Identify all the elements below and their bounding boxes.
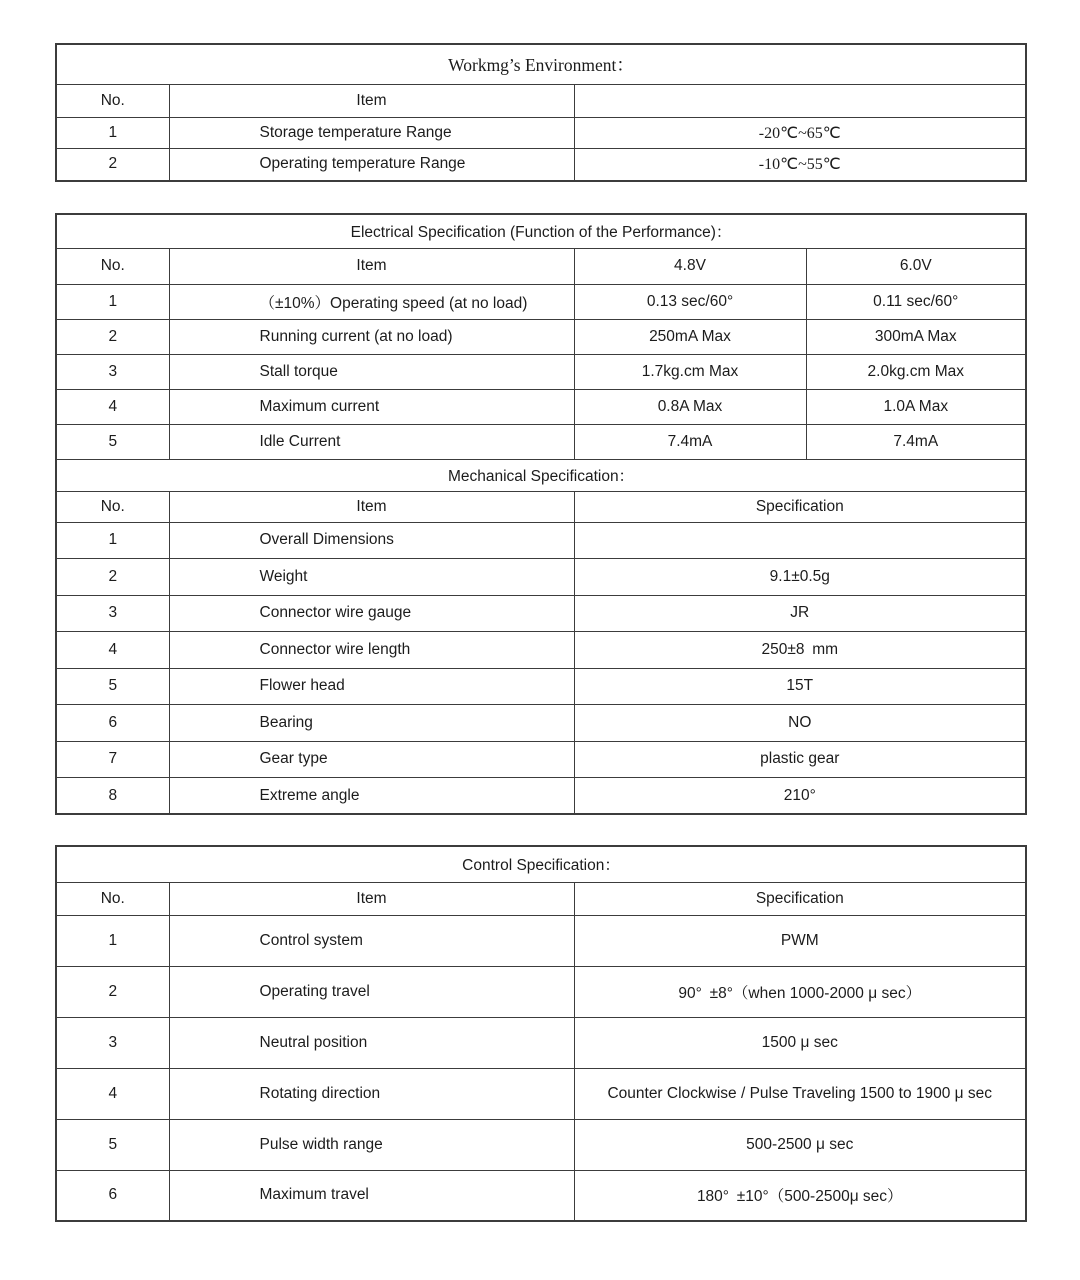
table-row bbox=[56, 1119, 1026, 1170]
no-cell: 2 bbox=[56, 148, 169, 181]
table-row bbox=[56, 522, 1026, 559]
item-cell: Flower head bbox=[169, 668, 574, 705]
table-row bbox=[56, 778, 1026, 815]
no-cell: 3 bbox=[56, 354, 169, 389]
no-cell: 1 bbox=[56, 915, 169, 966]
item-cell: Maximum travel bbox=[169, 1170, 574, 1221]
electrical-mechanical-table bbox=[55, 213, 1027, 815]
spec-cell: 210° bbox=[574, 778, 1026, 815]
spec-cell: 9.1±0.5g bbox=[574, 559, 1026, 596]
spec-cell: 15T bbox=[574, 668, 1026, 705]
item-cell: Control system bbox=[169, 915, 574, 966]
mechanical-specification-title: Mechanical Specification： bbox=[56, 459, 1026, 491]
working-environment-table bbox=[55, 43, 1027, 182]
col-header-60v: 6.0V bbox=[806, 248, 1026, 284]
no-cell: 3 bbox=[56, 1017, 169, 1068]
item-cell: Running current (at no load) bbox=[169, 319, 574, 354]
table-row bbox=[56, 117, 1026, 148]
table-row bbox=[56, 632, 1026, 669]
no-cell: 8 bbox=[56, 778, 169, 815]
table-row bbox=[56, 915, 1026, 966]
col-header-no: No. bbox=[56, 491, 169, 522]
table-row bbox=[56, 668, 1026, 705]
control-specification-table bbox=[55, 845, 1027, 1222]
value-48v-cell: 1.7kg.cm Max bbox=[574, 354, 806, 389]
table-header-row bbox=[56, 84, 1026, 117]
no-cell: 4 bbox=[56, 389, 169, 424]
table-title-row bbox=[56, 214, 1026, 248]
no-cell: 4 bbox=[56, 632, 169, 669]
table-row bbox=[56, 148, 1026, 181]
item-cell: Extreme angle bbox=[169, 778, 574, 815]
control-specification-title: Control Specification： bbox=[56, 846, 1026, 882]
table-row bbox=[56, 705, 1026, 742]
item-cell: Overall Dimensions bbox=[169, 522, 574, 559]
col-header-item: Item bbox=[169, 248, 574, 284]
spec-cell: 90° ±8°（when 1000-2000 μ sec） bbox=[574, 966, 1026, 1017]
value-60v-cell: 300mA Max bbox=[806, 319, 1026, 354]
spec-cell: 180° ±10°（500-2500μ sec） bbox=[574, 1170, 1026, 1221]
table-row bbox=[56, 1017, 1026, 1068]
item-cell: Rotating direction bbox=[169, 1068, 574, 1119]
no-cell: 1 bbox=[56, 117, 169, 148]
table-row bbox=[56, 319, 1026, 354]
value-48v-cell: 7.4mA bbox=[574, 424, 806, 459]
item-cell: Idle Current bbox=[169, 424, 574, 459]
col-header-no: No. bbox=[56, 882, 169, 915]
no-cell: 2 bbox=[56, 966, 169, 1017]
no-cell: 1 bbox=[56, 522, 169, 559]
table-row bbox=[56, 284, 1026, 319]
item-cell: Stall torque bbox=[169, 354, 574, 389]
no-cell: 6 bbox=[56, 705, 169, 742]
no-cell: 5 bbox=[56, 668, 169, 705]
col-header-value bbox=[574, 84, 1026, 117]
spec-cell: plastic gear bbox=[574, 741, 1026, 778]
table-row bbox=[56, 424, 1026, 459]
value-60v-cell: 1.0A Max bbox=[806, 389, 1026, 424]
item-cell: Operating temperature Range bbox=[169, 148, 574, 181]
table-title-row bbox=[56, 846, 1026, 882]
no-cell: 2 bbox=[56, 559, 169, 596]
spec-cell: 1500 μ sec bbox=[574, 1017, 1026, 1068]
item-cell: Pulse width range bbox=[169, 1119, 574, 1170]
no-cell: 5 bbox=[56, 424, 169, 459]
value-cell: -10℃~55℃ bbox=[574, 148, 1026, 181]
table-row bbox=[56, 354, 1026, 389]
col-header-48v: 4.8V bbox=[574, 248, 806, 284]
value-48v-cell: 0.8A Max bbox=[574, 389, 806, 424]
item-cell: Connector wire length bbox=[169, 632, 574, 669]
section-title-row bbox=[56, 459, 1026, 491]
item-cell: Maximum current bbox=[169, 389, 574, 424]
no-cell: 7 bbox=[56, 741, 169, 778]
col-header-item: Item bbox=[169, 491, 574, 522]
col-header-specification: Specification bbox=[574, 491, 1026, 522]
value-60v-cell: 0.11 sec/60° bbox=[806, 284, 1026, 319]
item-cell: Connector wire gauge bbox=[169, 595, 574, 632]
spec-cell: 250±8 mm bbox=[574, 632, 1026, 669]
electrical-specification-title: Electrical Specification (Function of the Performance)： bbox=[56, 214, 1026, 248]
table-title-row bbox=[56, 44, 1026, 84]
col-header-no: No. bbox=[56, 248, 169, 284]
item-cell: Weight bbox=[169, 559, 574, 596]
value-48v-cell: 0.13 sec/60° bbox=[574, 284, 806, 319]
col-header-item: Item bbox=[169, 882, 574, 915]
table-header-row bbox=[56, 491, 1026, 522]
table-row bbox=[56, 1068, 1026, 1119]
spec-cell: NO bbox=[574, 705, 1026, 742]
table-header-row bbox=[56, 248, 1026, 284]
spec-cell: PWM bbox=[574, 915, 1026, 966]
table-row bbox=[56, 966, 1026, 1017]
item-cell: Bearing bbox=[169, 705, 574, 742]
value-48v-cell: 250mA Max bbox=[574, 319, 806, 354]
item-cell: （±10%）Operating speed (at no load) bbox=[169, 284, 574, 319]
value-60v-cell: 2.0kg.cm Max bbox=[806, 354, 1026, 389]
spec-cell bbox=[574, 522, 1026, 559]
table-header-row bbox=[56, 882, 1026, 915]
value-cell: -20℃~65℃ bbox=[574, 117, 1026, 148]
item-cell: Operating travel bbox=[169, 966, 574, 1017]
spec-cell: 500-2500 μ sec bbox=[574, 1119, 1026, 1170]
table-row bbox=[56, 1170, 1026, 1221]
item-cell: Gear type bbox=[169, 741, 574, 778]
value-60v-cell: 7.4mA bbox=[806, 424, 1026, 459]
no-cell: 1 bbox=[56, 284, 169, 319]
col-header-item: Item bbox=[169, 84, 574, 117]
table-row bbox=[56, 741, 1026, 778]
spec-cell: Counter Clockwise / Pulse Traveling 1500 to 1900 μ sec bbox=[574, 1068, 1026, 1119]
no-cell: 5 bbox=[56, 1119, 169, 1170]
no-cell: 3 bbox=[56, 595, 169, 632]
no-cell: 4 bbox=[56, 1068, 169, 1119]
item-cell: Storage temperature Range bbox=[169, 117, 574, 148]
working-environment-title: Workmg’s Environment： bbox=[56, 44, 1026, 84]
spec-cell: JR bbox=[574, 595, 1026, 632]
col-header-specification: Specification bbox=[574, 882, 1026, 915]
table-row bbox=[56, 389, 1026, 424]
no-cell: 6 bbox=[56, 1170, 169, 1221]
no-cell: 2 bbox=[56, 319, 169, 354]
table-row bbox=[56, 595, 1026, 632]
item-cell: Neutral position bbox=[169, 1017, 574, 1068]
col-header-no: No. bbox=[56, 84, 169, 117]
table-row bbox=[56, 559, 1026, 596]
